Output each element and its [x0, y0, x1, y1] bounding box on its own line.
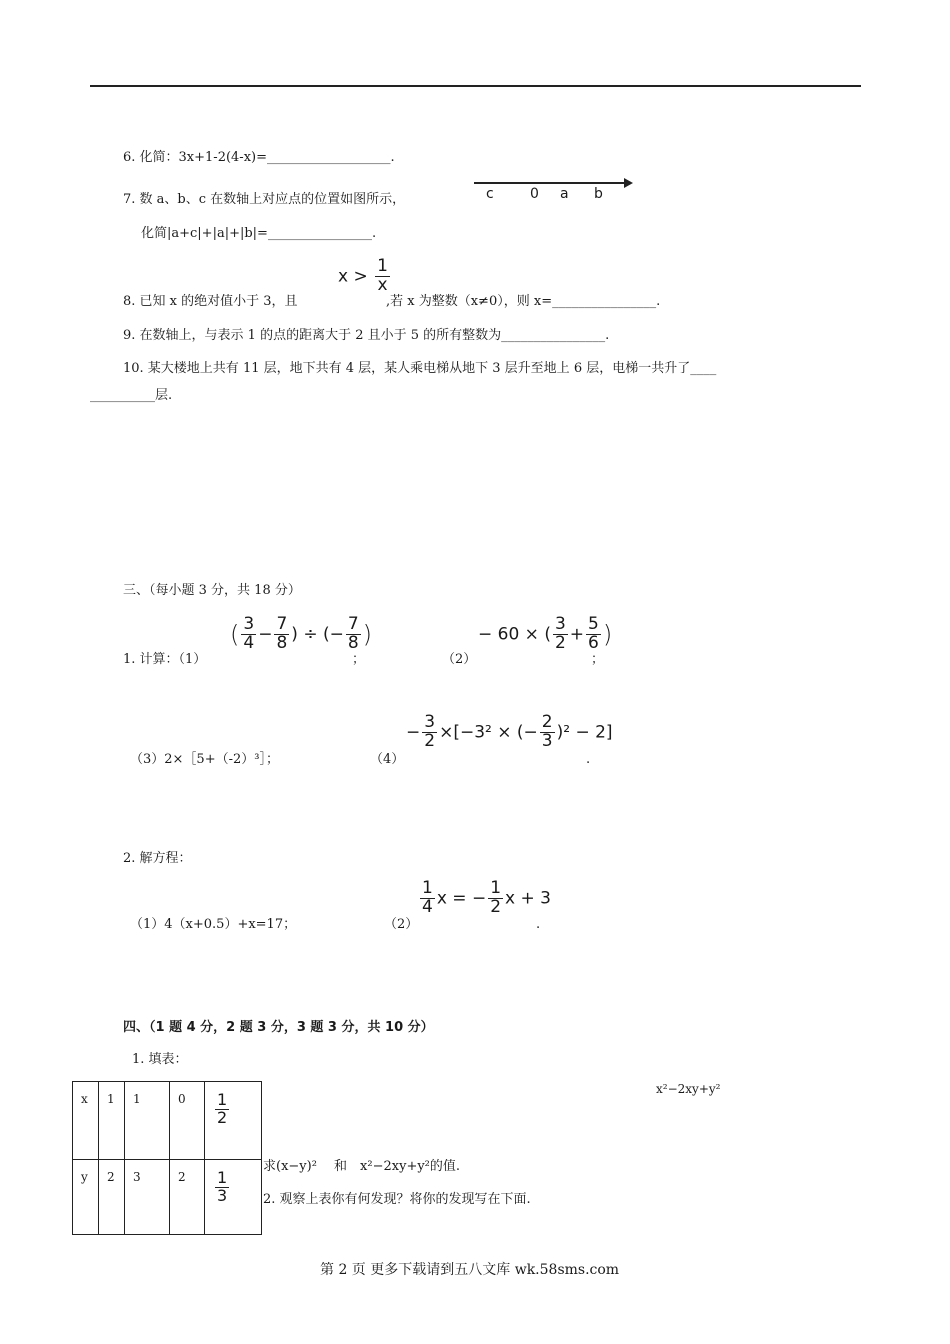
op-minus: −	[258, 624, 273, 645]
frac-num: 1	[490, 878, 502, 898]
frac-den: 2	[217, 1107, 228, 1127]
expr-mid: x = −	[436, 888, 487, 909]
calc-2-end: ；	[591, 652, 605, 667]
frac-num: 5	[588, 614, 599, 634]
op-neg: −	[406, 722, 421, 743]
equation-1: （1）4（x+0.5）+x=17；	[130, 917, 297, 932]
calc-q4-label: （4）	[370, 752, 405, 767]
ineq-den: x	[377, 274, 388, 295]
frac-den: 6	[588, 632, 599, 653]
frac-den: 2	[490, 896, 502, 917]
table-cell: y	[73, 1160, 99, 1235]
fill-table-label: 1. 填表：	[132, 1052, 188, 1067]
equation-2-label: （2）	[384, 917, 419, 932]
ineq-left: x >	[338, 266, 368, 287]
expr-mid: ×[−3² × (−	[439, 722, 538, 743]
calc-4-end: .	[586, 752, 591, 767]
section-4-heading: 四、（1 题 4 分，2 题 3 分，3 题 3 分，共 10 分）	[123, 1020, 434, 1035]
table-question: 求(x−y)² 和 x²−2xy+y²的值.	[263, 1159, 461, 1174]
expr-prefix: − 60 × (	[478, 624, 551, 645]
table-row	[73, 1160, 262, 1235]
frac-den: 4	[243, 632, 255, 653]
calc-q2-label: （2）	[442, 652, 477, 667]
frac-num: 3	[554, 614, 566, 634]
frac-num: 2	[541, 712, 553, 732]
frac-num: 1	[422, 878, 433, 898]
equation-label: 2. 解方程：	[123, 851, 192, 866]
frac-num: 1	[217, 1168, 228, 1187]
expr-tail: )² − 2]	[556, 722, 613, 743]
frac-den: 2	[424, 730, 436, 751]
paren-close: )	[602, 620, 613, 649]
question-8-before: 8. 已知 x 的绝对值小于 3，且	[123, 294, 298, 309]
frac-den: 8	[276, 632, 288, 653]
calc-expression-4	[406, 714, 613, 751]
number-line	[474, 182, 630, 184]
number-line-label-a: a	[560, 186, 569, 202]
table-cell-fraction[interactable]	[205, 1082, 262, 1160]
paren-close: )	[362, 620, 373, 649]
question-6: 6. 化简：3x+1-2(4-x)=___________________.	[123, 150, 395, 165]
table-cell: 1	[99, 1082, 125, 1160]
paren-open: (	[230, 620, 240, 649]
table-cell: 1	[125, 1082, 170, 1160]
frac-den: 4	[422, 896, 433, 917]
table-row	[73, 1082, 262, 1160]
frac-den: 2	[554, 632, 566, 653]
observation-question: 2. 观察上表你有何发现？将你的发现写在下面.	[263, 1192, 531, 1207]
frac-num: 7	[276, 614, 288, 634]
ineq-num: 1	[377, 256, 388, 276]
question-7-line2: 化简|a+c|+|a|+|b|=________________.	[141, 226, 377, 241]
fill-table	[72, 1081, 262, 1235]
frac-num: 3	[424, 712, 436, 732]
number-line-arrow-icon	[624, 178, 633, 188]
calc-expression-1	[230, 616, 372, 653]
frac-den: 8	[347, 632, 359, 653]
equation-expression-2	[418, 880, 551, 917]
frac-num: 3	[243, 614, 255, 634]
question-8-inequality	[338, 258, 392, 295]
op-div: ) ÷ (−	[291, 624, 344, 645]
question-7-line1: 7. 数 a、b、c 在数轴上对应点的位置如图所示，	[123, 192, 406, 207]
header-rule	[90, 85, 861, 87]
question-10-line2: __________层.	[90, 388, 173, 403]
table-cell[interactable]: 0	[170, 1082, 205, 1160]
calc-q1-label: 1. 计算：（1）	[123, 652, 207, 667]
number-line-label-c: c	[486, 186, 494, 202]
table-cell: x	[73, 1082, 99, 1160]
table-cell[interactable]: 2	[170, 1160, 205, 1235]
frac-num: 7	[347, 614, 359, 634]
table-cell: 3	[125, 1160, 170, 1235]
frac-num: 1	[217, 1090, 228, 1109]
section-3-heading: 三、（每小题 3 分，共 18 分）	[123, 583, 301, 598]
calc-1-end: ；	[352, 652, 366, 667]
question-10-line1: 10. 某大楼地上共有 11 层，地下共有 4 层，某人乘电梯从地下 3 层升至地上 6 层，电梯一共升了____	[123, 361, 717, 376]
number-line-label-b: b	[594, 186, 603, 202]
table-cell-fraction[interactable]	[205, 1160, 262, 1235]
op-plus: +	[569, 624, 585, 645]
table-cell: 2	[99, 1160, 125, 1235]
frac-den: 3	[217, 1185, 228, 1205]
floating-expression: x²−2xy+y²	[656, 1082, 721, 1096]
equation-2-end: .	[536, 917, 541, 932]
calc-q3: （3）2×［5+（-2）³］；	[130, 752, 279, 767]
expr-tail: x + 3	[505, 888, 551, 909]
page-footer: 第 2 页 更多下载请到五八文库 wk.58sms.com	[320, 1262, 620, 1278]
question-9: 9. 在数轴上，与表示 1 的点的距离大于 2 且小于 5 的所有整数为________________.	[123, 328, 610, 343]
number-line-label-0: 0	[530, 186, 539, 202]
question-8-after: ,若 x 为整数（x≠0），则 x=________________.	[386, 294, 661, 309]
frac-den: 3	[541, 730, 553, 751]
